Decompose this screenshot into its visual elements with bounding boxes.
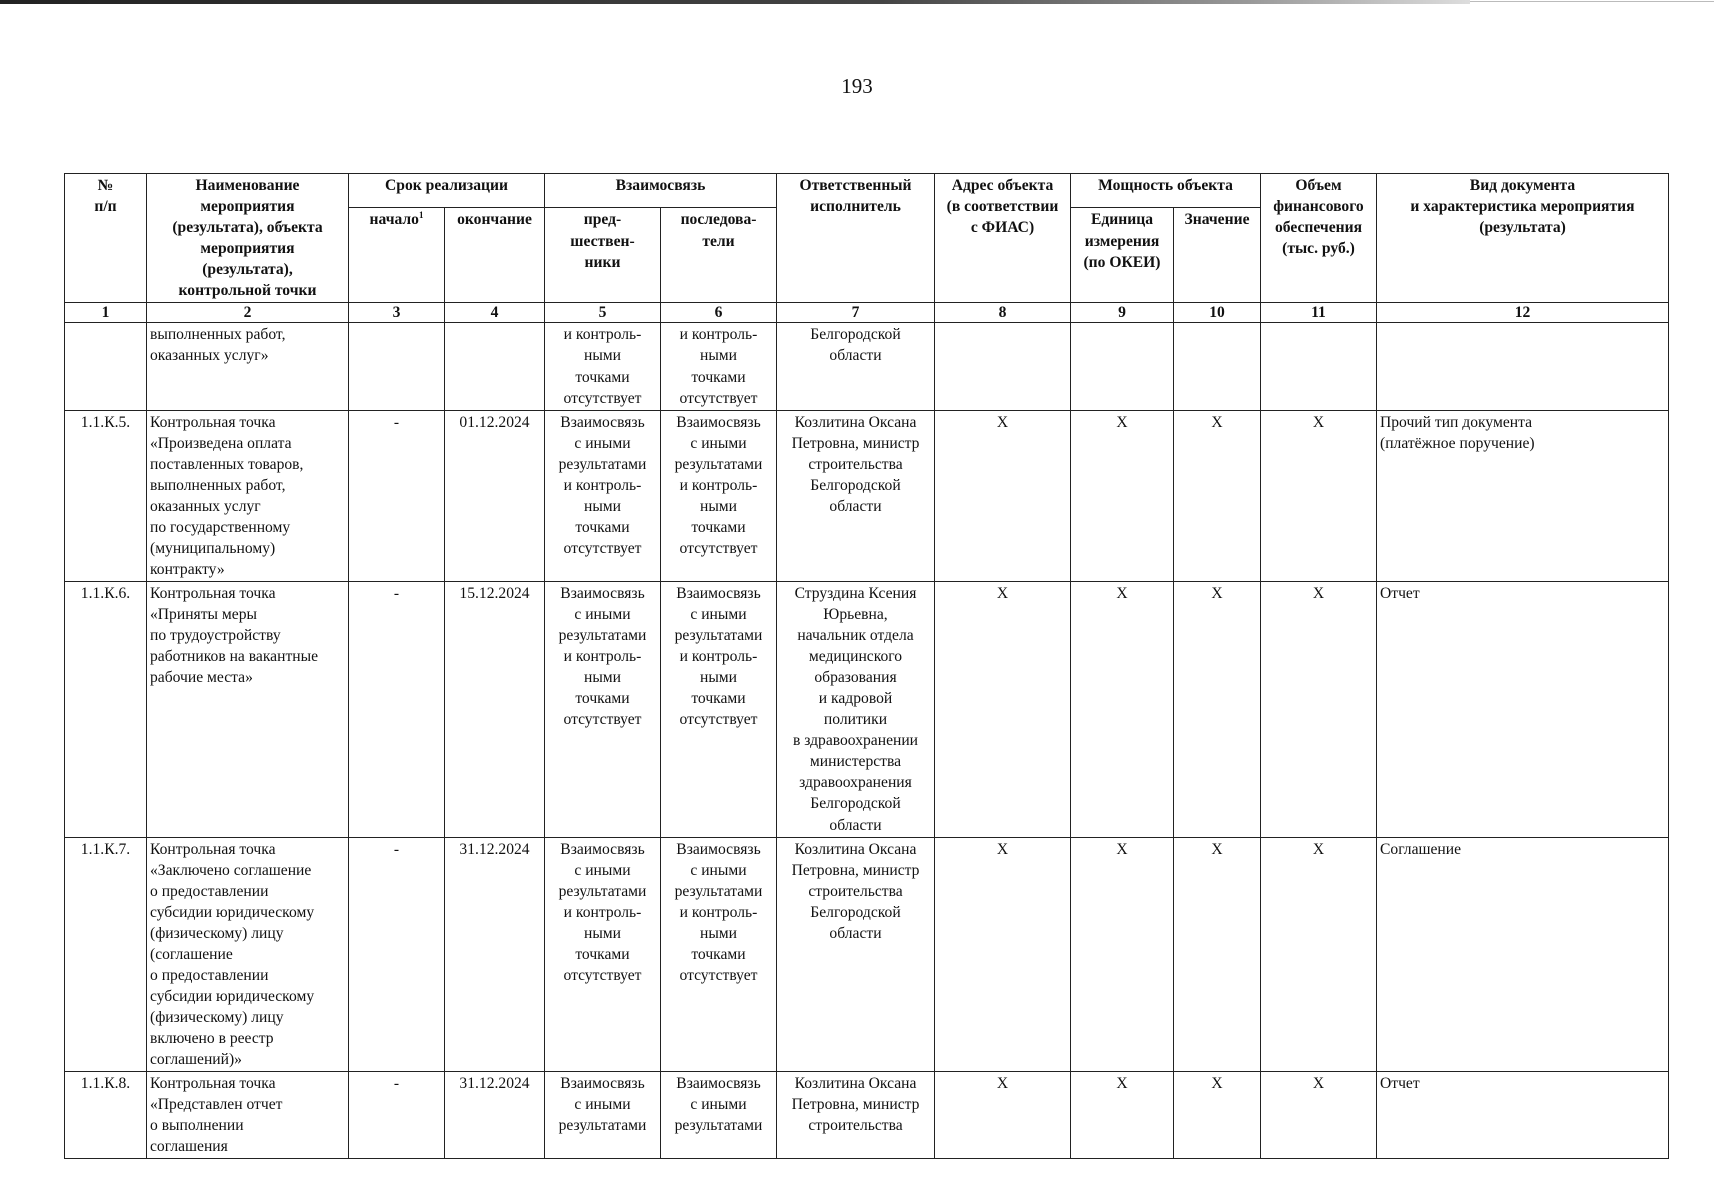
cell-name: выполненных работ, оказанных услуг» (147, 323, 349, 410)
cell-finance: X (1261, 837, 1377, 1072)
header-start (349, 208, 445, 303)
table-row (65, 837, 1669, 1072)
page-number: 193 (841, 74, 873, 98)
header-value: Значение (1174, 208, 1261, 303)
table-row (65, 323, 1669, 410)
cell-end (445, 323, 545, 410)
scan-edge-line-faint (1470, 1, 1714, 2)
cell-successors: Взаимосвязь с иными результатами и контроль- ными точками отсутствует (661, 837, 777, 1072)
cell-document: Прочий тип документа (платёжное поручение) (1377, 410, 1669, 581)
cell-predecessors: Взаимосвязь с иными результатами и контроль- ными точками отсутствует (545, 581, 661, 837)
cell-value (1174, 323, 1261, 410)
cell-num: 1.1.К.6. (65, 581, 147, 837)
cell-address: X (935, 837, 1071, 1072)
plan-table (64, 173, 1669, 1159)
cell-start: - (349, 581, 445, 837)
header-address: Адрес объекта (в соответствии с ФИАС) (935, 174, 1071, 303)
column-number: 10 (1174, 303, 1261, 323)
header-num: № п/п (65, 174, 147, 303)
cell-unit: X (1071, 410, 1174, 581)
table-row (65, 410, 1669, 581)
header-link: Взаимосвязь (545, 174, 777, 208)
cell-start: - (349, 837, 445, 1072)
column-number: 8 (935, 303, 1071, 323)
cell-end: 31.12.2024 (445, 837, 545, 1072)
header-name: Наименование мероприятия (результата), объекта мероприятия (результата), контрольной точки (147, 174, 349, 303)
cell-address (935, 323, 1071, 410)
header-finance: Объем финансового обеспечения (тыс. руб.) (1261, 174, 1377, 303)
cell-name: Контрольная точка «Заключено соглашение о предоставлении субсидии юридическому (физическому) лицу (соглашение о предоставлении субсидии юридическому (физическому) лицу включено в реестр соглашений)» (147, 837, 349, 1072)
cell-finance: X (1261, 581, 1377, 837)
cell-responsible: Белгородской области (777, 323, 935, 410)
header-period: Срок реализации (349, 174, 545, 208)
column-number: 5 (545, 303, 661, 323)
cell-name: Контрольная точка «Произведена оплата поставленных товаров, выполненных работ, оказанных услуг по государственному (муниципальному) контракту» (147, 410, 349, 581)
cell-address: X (935, 1072, 1071, 1159)
header-successors: последова- тели (661, 208, 777, 303)
cell-unit (1071, 323, 1174, 410)
cell-responsible: Козлитина Оксана Петровна, министр строительства Белгородской области (777, 837, 935, 1072)
cell-document: Соглашение (1377, 837, 1669, 1072)
cell-successors: Взаимосвязь с иными результатами и контроль- ными точками отсутствует (661, 410, 777, 581)
header-unit: Единица измерения (по ОКЕИ) (1071, 208, 1174, 303)
cell-responsible: Струздина Ксения Юрьевна, начальник отдела медицинского образования и кадровой политики в здравоохранении министерства здравоохранения Белгородской области (777, 581, 935, 837)
cell-num (65, 323, 147, 410)
cell-end: 15.12.2024 (445, 581, 545, 837)
column-number: 12 (1377, 303, 1669, 323)
cell-end: 01.12.2024 (445, 410, 545, 581)
column-number: 1 (65, 303, 147, 323)
cell-successors: Взаимосвязь с иными результатами (661, 1072, 777, 1159)
cell-responsible: Козлитина Оксана Петровна, министр строительства Белгородской области (777, 410, 935, 581)
cell-predecessors: и контроль- ными точками отсутствует (545, 323, 661, 410)
header-end: окончание (445, 208, 545, 303)
cell-unit: X (1071, 581, 1174, 837)
cell-num: 1.1.К.5. (65, 410, 147, 581)
column-number-row (65, 303, 1669, 323)
scan-edge-line (0, 0, 1470, 4)
column-number: 6 (661, 303, 777, 323)
cell-value: X (1174, 837, 1261, 1072)
cell-address: X (935, 410, 1071, 581)
cell-end: 31.12.2024 (445, 1072, 545, 1159)
cell-finance (1261, 323, 1377, 410)
cell-document: Отчет (1377, 581, 1669, 837)
column-number: 9 (1071, 303, 1174, 323)
cell-predecessors: Взаимосвязь с иными результатами и контроль- ными точками отсутствует (545, 410, 661, 581)
cell-predecessors: Взаимосвязь с иными результатами (545, 1072, 661, 1159)
header-predecessors: пред- шествен- ники (545, 208, 661, 303)
cell-successors: Взаимосвязь с иными результатами и контроль- ными точками отсутствует (661, 581, 777, 837)
column-number: 7 (777, 303, 935, 323)
cell-predecessors: Взаимосвязь с иными результатами и контроль- ными точками отсутствует (545, 837, 661, 1072)
cell-value: X (1174, 1072, 1261, 1159)
column-number: 2 (147, 303, 349, 323)
header-start-label: начало (369, 211, 419, 229)
cell-start: - (349, 1072, 445, 1159)
cell-successors: и контроль- ными точками отсутствует (661, 323, 777, 410)
header-document: Вид документа и характеристика мероприятия (результата) (1377, 174, 1669, 303)
cell-document (1377, 323, 1669, 410)
header-start-footnote: 1 (418, 210, 424, 221)
cell-value: X (1174, 410, 1261, 581)
cell-unit: X (1071, 1072, 1174, 1159)
column-number: 4 (445, 303, 545, 323)
table-header-row-1 (65, 174, 1669, 208)
cell-start (349, 323, 445, 410)
cell-num: 1.1.К.7. (65, 837, 147, 1072)
column-number: 3 (349, 303, 445, 323)
cell-num: 1.1.К.8. (65, 1072, 147, 1159)
cell-finance: X (1261, 410, 1377, 581)
cell-finance: X (1261, 1072, 1377, 1159)
cell-name: Контрольная точка «Приняты меры по трудоустройству работников на вакантные рабочие места» (147, 581, 349, 837)
header-responsible: Ответственный исполнитель (777, 174, 935, 303)
header-capacity: Мощность объекта (1071, 174, 1261, 208)
column-number: 11 (1261, 303, 1377, 323)
cell-responsible: Козлитина Оксана Петровна, министр строительства (777, 1072, 935, 1159)
cell-document: Отчет (1377, 1072, 1669, 1159)
table-row (65, 581, 1669, 837)
cell-value: X (1174, 581, 1261, 837)
table-row (65, 1072, 1669, 1159)
cell-address: X (935, 581, 1071, 837)
cell-start: - (349, 410, 445, 581)
cell-name: Контрольная точка «Представлен отчет о выполнении соглашения (147, 1072, 349, 1159)
cell-unit: X (1071, 837, 1174, 1072)
